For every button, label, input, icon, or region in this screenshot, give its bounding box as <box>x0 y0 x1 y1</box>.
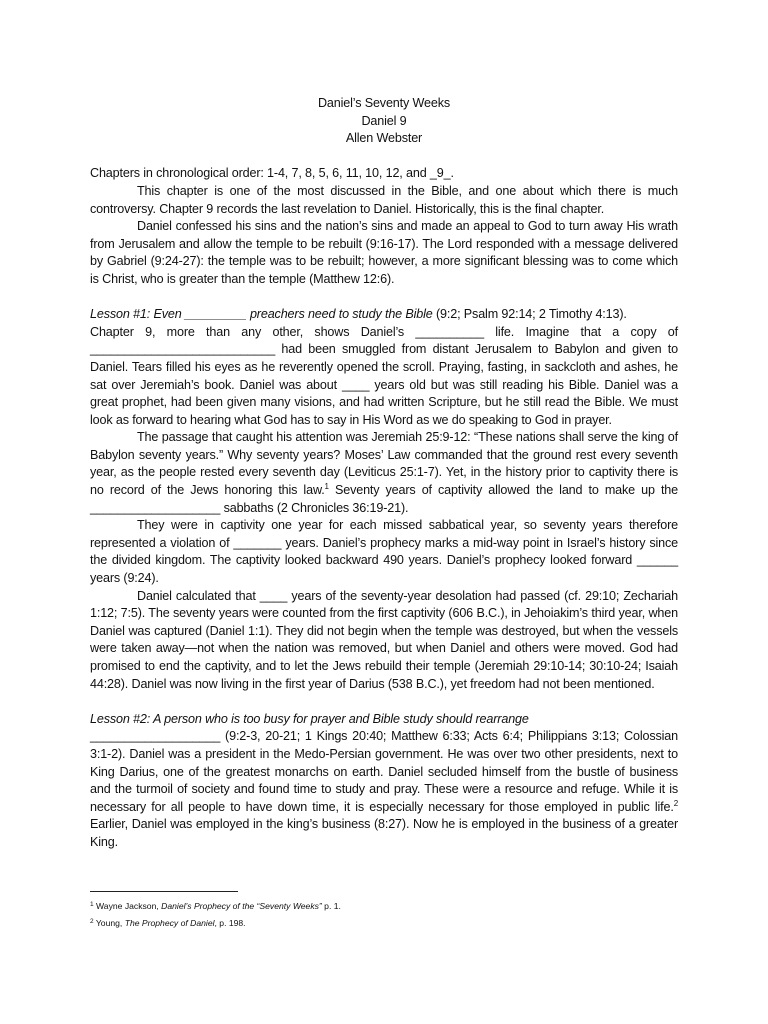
intro-paragraph-1: This chapter is one of the most discussed in the Bible, and one about which there is much controversy. Chapter 9 records the last revelation to Daniel. Historically, this is the final chapter. <box>90 183 678 216</box>
lesson-1-label: Lesson #1: Even _________ preachers need to study the Bible <box>90 307 433 322</box>
spacer <box>90 693 678 711</box>
footnote-author: Young, <box>95 918 125 928</box>
document-subtitle: Daniel 9 <box>361 113 407 128</box>
intro-paragraph-2: Daniel confessed his sins and the nation’s sins and made an appeal to God to turn away His wrath from Jerusalem and allow the temple to be rebuilt (9:16-17). The Lord responded with a message delivered by Gabriel (9:24-27): the temple was to be rebuilt; however, a more significant blessing was to come which is Christ, who is greater than the temple (Matthew 12:6). <box>90 219 678 286</box>
footnote-tail: , p. 198. <box>214 918 246 928</box>
spacer <box>90 148 678 166</box>
lesson-2-text-a: Daniel was a president in the Medo-Persian government. He was over two other presidents, next to King Darius, one of the greatest monarchs on earth. Daniel secluded himself from the bustle of business and the turmoil of society and found time to study and pray. These were a resource and refuge. While it is necessary for all people to have down time, it is especially necessary for those employed in public life. <box>90 746 678 814</box>
document-title: Daniel’s Seventy Weeks <box>317 96 451 110</box>
lesson-2-text-b: Earlier, Daniel was employed in the king’s business (8:27). Now he is employed in the business of a greater King. <box>90 817 678 849</box>
footnote-title: Daniel’s Prophecy of the “Seventy Weeks” <box>161 901 322 911</box>
chronology-line: Chapters in chronological order: 1-4, 7, 8, 5, 6, 11, 10, 12, and _9_. <box>90 166 454 181</box>
footnote-ref-1: 1 <box>324 482 329 492</box>
footnote-1 <box>90 898 678 915</box>
footnote-2 <box>90 915 678 932</box>
lesson-1-paragraph-3: They were in captivity one year for each missed sabbatical year, so seventy years therefore represented a violation of _______ years. Daniel’s prophecy marks a mid-way point in Israel’s history since the divided kingdom. The captivity looked backward 490 years. Daniel’s prophecy looked forward ______ years (9:24). <box>90 518 678 586</box>
footnotes <box>90 898 678 932</box>
footnote-divider <box>90 891 238 892</box>
footnote-title: The Prophecy of Daniel <box>124 918 215 928</box>
footnote-ref-2: 2 <box>673 798 678 808</box>
footnote-author: Wayne Jackson, <box>96 901 162 911</box>
lesson-1-paragraph-1: Chapter 9, more than any other, shows Daniel’s __________ life. Imagine that a copy of ___________________________ had been smuggled from distant Jerusalem to Babylon and given to Daniel. Tears filled his eyes as he reverently opened the scroll. Praying, fasting, in sackcloth and ashes, he sat over Jeremiah’s book. Daniel was about ____ years old but was still reading his Bible. Daniel was a great prophet, had been given many visions, and had written Scripture, but he still read the Bible. We must look as forward to hearing what God has to say in His Word as we do speaking to God in prayer. <box>90 324 678 427</box>
lesson-1-heading <box>90 306 678 324</box>
lesson-1-paragraph-2-text-b: Seventy years of captivity allowed the land to make up the ___________________ sabbaths (2 Chronicles 36:19-21). <box>90 483 678 515</box>
lesson-1-paragraph-4: Daniel calculated that ____ years of the seventy-year desolation had passed (cf. 29:10; Zechariah 1:12; 7:5). The seventy years were counted from the first captivity (606 B.C.), in Jehoiakim’s third year, when Daniel was captured (Daniel 1:1). They did not begin when the temple was destroyed, but when the vessels were taken away—not when the nation was removed, but when Daniel and others were moved. God had promised to end the captivity, and to let the Jews rebuild their temple (Jeremiah 29:10-14; 30:10-24; Isaiah 44:28). Daniel was now living in the first year of Darius (538 B.C.), yet freedom had not been mentioned. <box>90 588 678 691</box>
lesson-2-label: Lesson #2: A person who is too busy for prayer and Bible study should rearrange <box>90 711 529 726</box>
lesson-1-refs: (9:2; Psalm 92:14; 2 Timothy 4:13). <box>436 307 627 322</box>
spacer <box>90 289 678 307</box>
title-block <box>90 95 678 148</box>
lesson-2-heading <box>90 711 678 729</box>
footnote-tail: p. 1. <box>321 901 341 911</box>
document-body <box>90 95 678 852</box>
lesson-2-blank-refs: ___________________ (9:2-3, 20-21; 1 Kings 20:40; Matthew 6:33; Acts 6:4; Philippians 3:13; Colossian 3:1-2). <box>90 729 678 761</box>
footnote-number: 1 <box>90 901 94 908</box>
document-author: Allen Webster <box>345 131 423 146</box>
lesson-2-paragraph <box>90 728 678 851</box>
footnote-number: 2 <box>90 918 94 925</box>
lesson-1-paragraph-2 <box>90 429 678 517</box>
lesson-1-paragraph-2-text-a: The passage that caught his attention was Jeremiah 25:9-12: “These nations shall serve the king of Babylon seventy years.” Why seventy years? Moses’ Law commanded that the ground rest every seventh year, as the people rested every seventh day (Leviticus 25:1-7). Yet, in the history prior to captivity there is no record of the Jews honoring this law. <box>90 430 678 498</box>
